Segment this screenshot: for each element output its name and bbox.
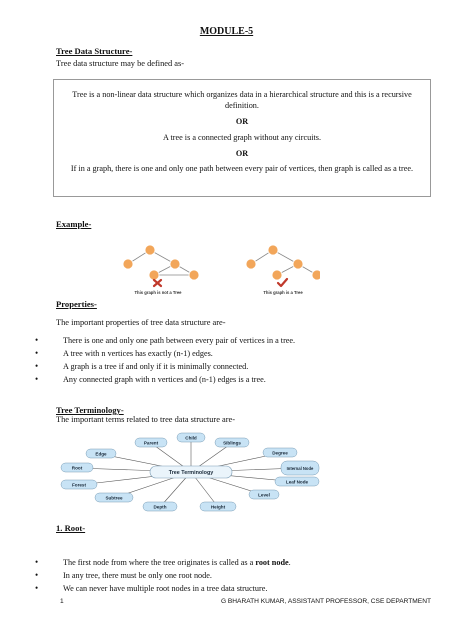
module-title: MODULE-5 [199, 26, 254, 37]
term-height: Height [210, 504, 226, 510]
term-leaf-node: Leaf Node [285, 479, 309, 485]
definition-3: If in a graph, there is one and only one path between every pair of vertices, then graph is called as a tree. [70, 164, 414, 173]
graph-node [189, 270, 199, 280]
root-item-1-end: . [288, 558, 291, 567]
graph-node [312, 270, 320, 280]
properties-list [35, 334, 435, 386]
term-root: Root [71, 465, 83, 471]
definition-1: Tree is a non-linear data structure which organizes data in a hierarchical structure and this is a recursive definition. [72, 90, 412, 110]
graph-node [246, 259, 256, 269]
list-item: • Any connected graph with n vertices and (n-1) edges is a tree. [35, 373, 435, 386]
terminology-intro: The important terms related to tree data structure are- [56, 415, 236, 424]
tree-data-structure-intro: Tree data structure may be defined as- [56, 59, 185, 68]
term-child: Child [185, 435, 197, 441]
or-label-1: OR [235, 117, 249, 126]
tree-data-structure-heading: Tree Data Structure- [56, 46, 133, 56]
term-edge: Edge [95, 451, 107, 457]
graph-node [272, 270, 282, 280]
term-depth: Depth [153, 504, 167, 510]
graph-node [149, 270, 159, 280]
cross-icon [154, 280, 161, 286]
root-list [35, 556, 435, 595]
terminology-diagram [56, 428, 326, 514]
root-heading: 1. Root- [56, 523, 86, 533]
properties-heading: Properties- [56, 299, 97, 309]
tree-nodes [246, 245, 320, 280]
list-item: • We can never have multiple root nodes in a tree data structure. [35, 582, 435, 595]
list-item: • There is one and only one path between every pair of vertices in a tree. [35, 334, 435, 347]
definition-2: A tree is a connected graph without any circuits. [162, 133, 321, 142]
root-item-1-text: The first node from where the tree originates is called as a [63, 558, 256, 567]
definition-box [53, 79, 431, 197]
page-number: 1 [60, 598, 64, 605]
term-degree: Degree [272, 450, 288, 456]
graph-node [268, 245, 278, 255]
list-item: • A tree with n vertices has exactly (n-1) edges. [35, 347, 435, 360]
graph-node [293, 259, 303, 269]
example-heading: Example- [56, 219, 92, 229]
terminology-heading: Tree Terminology- [56, 405, 124, 415]
footer-author: G BHARATH KUMAR, ASSISTANT PROFESSOR, CSE DEPARTMENT [220, 598, 431, 605]
term-siblings: Siblings [223, 440, 241, 446]
root-node-term: root node [255, 558, 289, 567]
or-label-2: OR [235, 149, 249, 158]
tree-caption: This graph is a Tree [263, 290, 303, 295]
term-internal-node: Internal Node [286, 466, 314, 471]
graph-node [123, 259, 133, 269]
tree-graph [251, 250, 317, 275]
graph-node [145, 245, 155, 255]
term-subtree: Subtree [105, 495, 123, 501]
terminology-center-label: Tree Terminology [168, 470, 214, 476]
properties-intro: The important properties of tree data structure are- [56, 318, 226, 327]
example-figure [110, 240, 320, 298]
list-item [35, 556, 435, 569]
check-icon [278, 279, 287, 286]
graph-node [170, 259, 180, 269]
not-tree-graph [128, 250, 194, 275]
not-tree-caption: This graph is not a Tree [134, 290, 182, 295]
list-item: • In any tree, there must be only one root node. [35, 569, 435, 582]
term-parent: Parent [143, 440, 159, 446]
term-forest: Forest [71, 482, 87, 488]
term-level: Level [258, 492, 270, 498]
list-item: • A graph is a tree if and only if it is minimally connected. [35, 360, 435, 373]
